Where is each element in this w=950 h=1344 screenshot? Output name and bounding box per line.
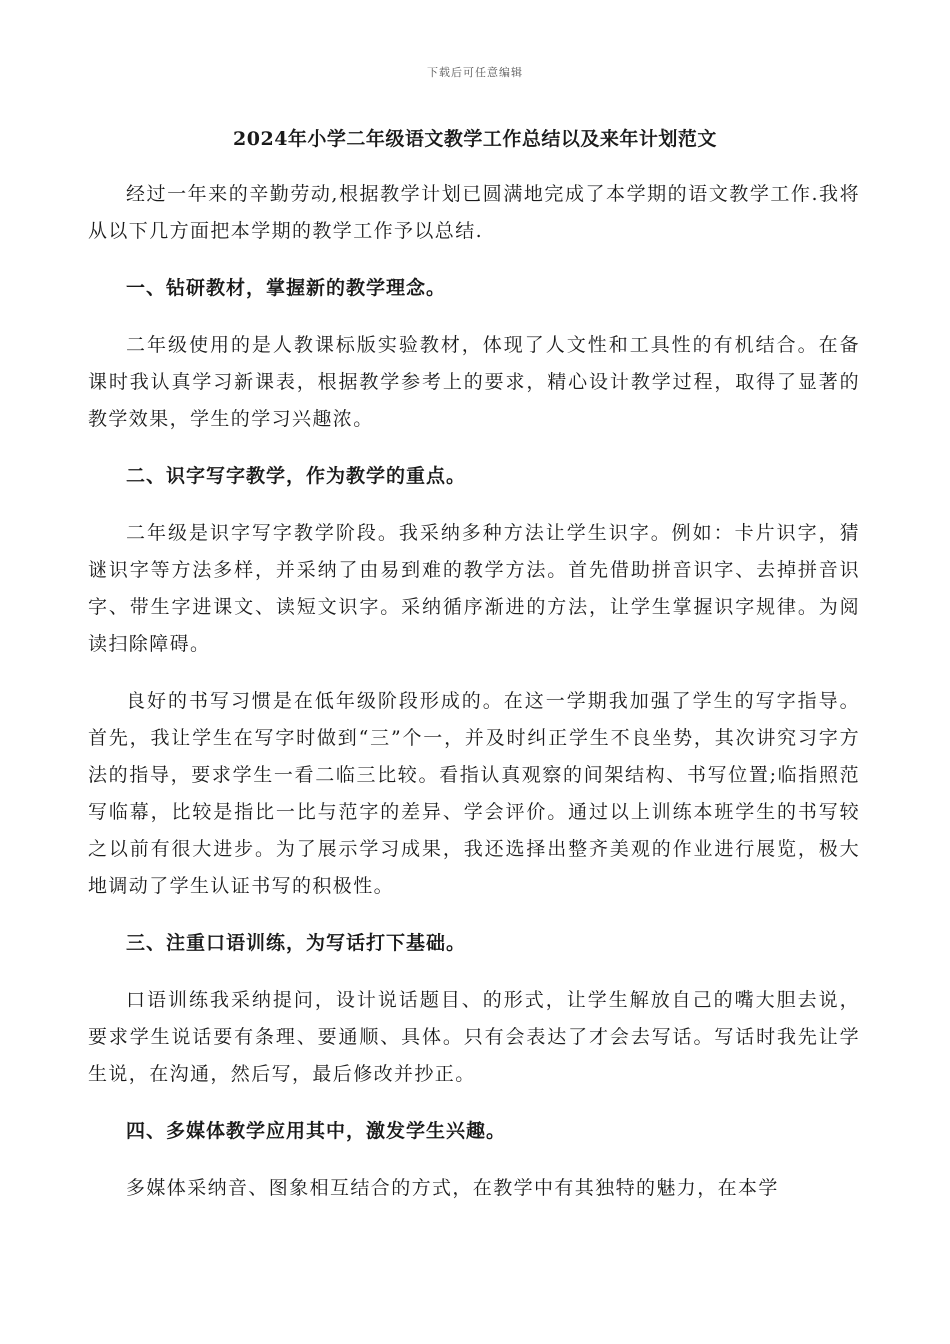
section-2-paragraph-2: 良好的书写习惯是在低年级阶段形成的。在这一学期我加强了学生的写字指导。首先，我让学生在写字时做到“三”个一，并及时纠正学生不良坐势，其次讲究习字方法的指导，要求学生一看二临三比较。看指认真观察的间架结构、书写位置;临指照范写临幕，比较是指比一比与范字的差异、学会评价。通过以上训练本班学生的书写较之以前有很大进步。为了展示学习成果，我还选择出整齐美观的作业进行展览，极大地调动了学生认证书写的积极性。 — [88, 690, 860, 897]
section-1-paragraph-1: 二年级使用的是人教课标版实验教材，体现了人文性和工具性的有机结合。在备课时我认真学习新课表，根据教学参考上的要求，精心设计教学过程，取得了显著的教学效果，学生的学习兴趣浓。 — [88, 334, 860, 430]
intro-paragraph: 经过一年来的辛勤劳动,根据教学计划已圆满地完成了本学期的语文教学工作.我将从以下几方面把本学期的教学工作予以总结. — [88, 183, 860, 242]
section-4-heading: 四、多媒体教学应用其中，激发学生兴趣。 — [126, 1120, 507, 1142]
section-3-paragraph-1: 口语训练我采纳提问，设计说话题目、的形式，让学生解放自己的嘴大胆去说，要求学生说话要有条理、要通顺、具体。只有会表达了才会去写话。写话时我先让学生说，在沟通，然后写，最后修改并抄正。 — [88, 989, 860, 1085]
section-3-heading: 三、注重口语训练，为写话打下基础。 — [126, 932, 467, 954]
section-4-paragraph-1: 多媒体采纳音、图象相互结合的方式，在教学中有其独特的魅力，在本学 — [126, 1177, 779, 1199]
document-body — [88, 176, 860, 1227]
document-title: 2024年小学二年级语文教学工作总结以及来年计划范文 — [233, 128, 717, 150]
header-note: 下载后可任意编辑 — [427, 66, 523, 79]
section-2-paragraph-1: 二年级是识字写字教学阶段。我采纳多种方法让学生识字。例如：卡片识字，猜谜识字等方法多样，并采纳了由易到难的教学方法。首先借助拼音识字、去掉拼音识字、带生字进课文、读短文识字。采纳循序渐进的方法，让学生掌握识字规律。为阅读扫除障碍。 — [88, 522, 860, 655]
section-2-heading: 二、识字写字教学，作为教学的重点。 — [126, 465, 467, 487]
section-1-heading: 一、钻研教材，掌握新的教学理念。 — [126, 277, 447, 299]
